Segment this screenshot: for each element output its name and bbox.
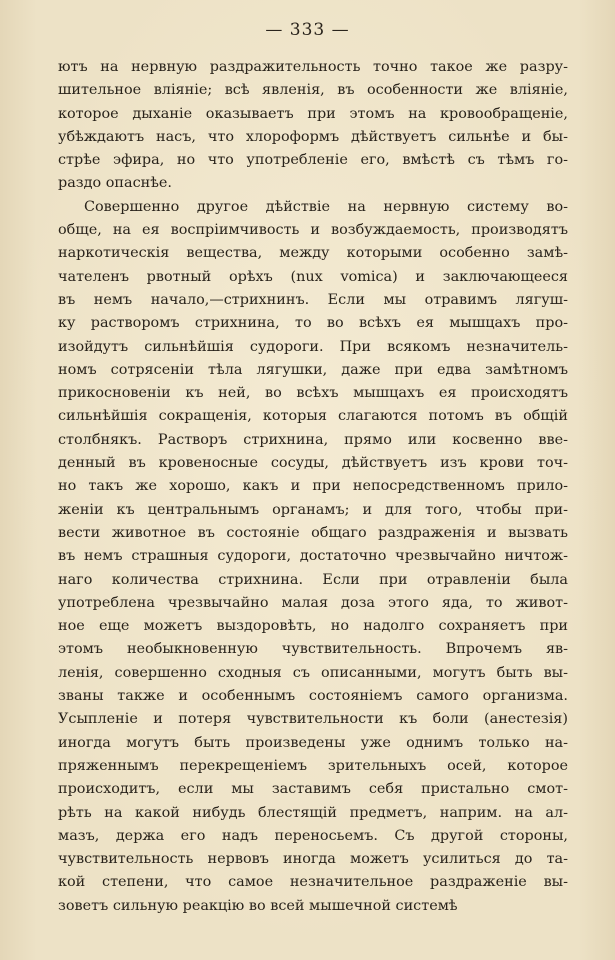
- paragraph-end-line: раздо опаснѣе.: [58, 175, 172, 192]
- text-line: изойдутъ сильнѣйшія судороги. При всякомъ незначитель-: [58, 338, 568, 355]
- paragraph-start-line: Совершенно другое дѣйствіе на нервную систему во-: [84, 198, 568, 215]
- text-line: наркотическія вещества, между которыми особенно замѣ-: [58, 245, 568, 262]
- text-line: рѣть на какой нибудь блестящій предметъ, наприм. на ал-: [58, 804, 568, 821]
- body-text: [58, 56, 568, 918]
- text-line: ютъ на нервную раздражительность точно такое же разру-: [58, 59, 568, 75]
- text-line: званы также и особеннымъ состояніемъ самого организма.: [58, 688, 568, 705]
- text-line: денный въ кровеносные сосуды, дѣйствуетъ изъ крови точ-: [58, 455, 568, 472]
- text-line: пряженнымъ перекрещеніемъ зрительныхъ осей, которое: [58, 757, 568, 774]
- text-line: номъ сотрясеніи тѣла лягушки, даже при едва замѣтномъ: [58, 361, 568, 378]
- text-line: женіи къ центральнымъ органамъ; и для того, чтобы при-: [58, 501, 568, 518]
- text-line: сильнѣйшія сокращенія, которыя слагаются потомъ въ общій: [58, 408, 568, 425]
- text-line: прикосновеніи къ ней, во всѣхъ мышцахъ ея происходятъ: [58, 385, 568, 402]
- text-line: происходитъ, если мы заставимъ себя пристально смот-: [58, 781, 568, 798]
- text-line: шительное вліяніе; всѣ явленія, въ особенности же вліяніе,: [58, 82, 568, 99]
- text-line: обще, на ея воспріимчивость и возбуждаемость, производятъ: [58, 222, 568, 239]
- text-line: но такъ же хорошо, какъ и при непосредственномъ прило-: [58, 478, 568, 495]
- text-line: чувствительность нервовъ иногда можетъ усилиться до та-: [58, 851, 568, 868]
- text-line: въ немъ начало,—стрихнинъ. Если мы отравимъ лягуш-: [58, 291, 568, 308]
- text-line: ное еще можетъ выздоровѣть, но надолго сохраняетъ при: [58, 618, 568, 635]
- page-number: — 333 —: [265, 20, 350, 40]
- text-line: въ немъ страшныя судороги, достаточно чрезвычайно ничтож-: [58, 548, 568, 565]
- text-line: столбнякъ. Растворъ стрихнина, прямо или косвенно вве-: [58, 431, 568, 448]
- text-line: наго количества стрихнина. Если при отравленіи была: [58, 571, 568, 588]
- text-line: Усыпленіе и потеря чувствительности къ боли (анестезія): [58, 711, 568, 728]
- text-line: употреблена чрезвычайно малая доза этого яда, то живот-: [58, 594, 568, 611]
- text-line: мазъ, держа его надъ переносьемъ. Съ другой стороны,: [58, 827, 568, 844]
- text-line: зоветъ сильную реакцію во всей мышечной системѣ: [58, 897, 458, 914]
- text-line: убѣждаютъ насъ, что хлороформъ дѣйствуетъ сильнѣе и бы-: [58, 128, 568, 145]
- text-line: которое дыханіе оказываетъ при этомъ на кровообращеніе,: [58, 105, 568, 122]
- text-line: вести животное въ состояніе общаго раздраженія и вызвать: [58, 524, 568, 541]
- text-line: этомъ необыкновенную чувствительность. Впрочемъ яв-: [58, 641, 568, 658]
- text-line: стрѣе эфира, но что употребленіе его, вмѣстѣ съ тѣмъ го-: [58, 152, 568, 169]
- text-line: иногда могутъ быть произведены уже однимъ только на-: [58, 734, 568, 751]
- text-line: кой степени, что самое незначительное раздраженіе вы-: [58, 874, 568, 891]
- text-line: чателенъ рвотный орѣхъ (nux vomica) и заключающееся: [58, 268, 568, 285]
- text-line: ленія, совершенно сходныя съ описанными, могутъ быть вы-: [58, 664, 568, 681]
- text-line: ку растворомъ стрихнина, то во всѣхъ ея мышцахъ про-: [58, 315, 568, 332]
